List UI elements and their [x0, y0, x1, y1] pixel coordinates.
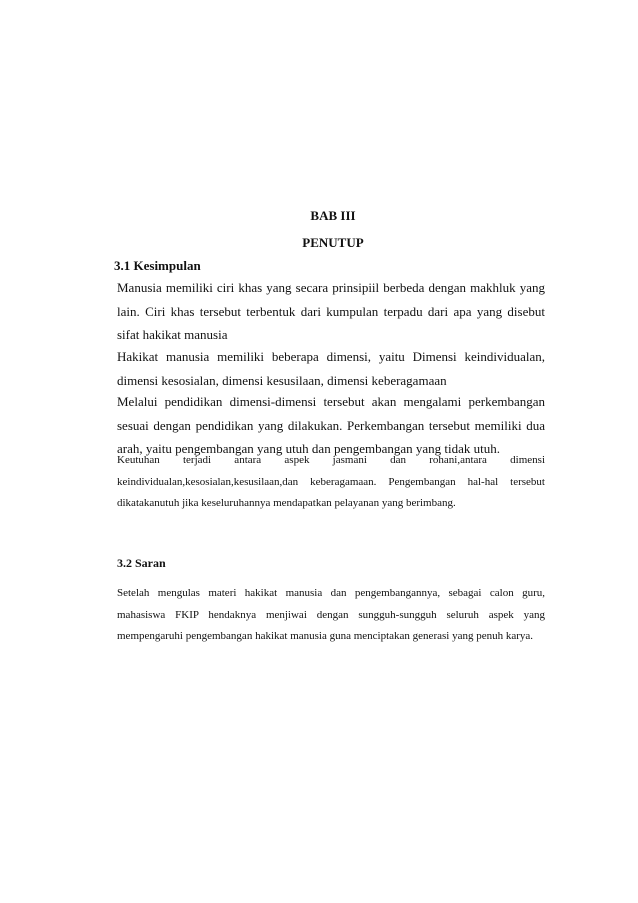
kesimpulan-paragraph-1: Manusia memiliki ciri khas yang secara prinsipiil berbeda dengan makhluk yang lain. Ciri khas tersebut terbentuk dari kumpulan terpadu dari apa yang disebut sifat hakikat manusia	[117, 280, 545, 342]
kesimpulan-paragraph-3-continued: Keutuhan terjadi antara aspek jasmani dan rohani,antara dimensi keindividualan,kesosialan,kesusilaan,dan keberagamaan. Pengembangan hal-hal tersebut dikatakanutuh jika keseluruhannya mendapatkan pelayanan yang berimbang.	[117, 454, 545, 509]
kesimpulan-paragraph-2: Hakikat manusia memiliki beberapa dimensi, yaitu Dimensi keindividualan, dimensi kesosialan, dimensi kesusilaan, dimensi keberagamaan	[117, 349, 545, 388]
saran-paragraph: Setelah mengulas materi hakikat manusia dan pengembangannya, sebagai calon guru, mahasiswa FKIP hendaknya menjiwai dengan sungguh-sungguh seluruh aspek yang mempengaruhi pengembangan hakikat manusia guna menciptakan generasi yang penuh karya.	[117, 587, 545, 642]
section-heading-saran: 3.2 Saran	[117, 556, 166, 570]
chapter-title: PENUTUP	[302, 235, 364, 250]
chapter-label: BAB III	[310, 208, 356, 223]
kesimpulan-paragraph-3: Melalui pendidikan dimensi-dimensi tersebut akan mengalami perkembangan sesuai dengan pendidikan yang dilakukan. Perkembangan tersebut memiliki dua arah, yaitu pengembangan yang utuh dan pengembangan yang tidak utuh.	[117, 394, 545, 456]
section-heading-kesimpulan: 3.1 Kesimpulan	[114, 258, 201, 273]
